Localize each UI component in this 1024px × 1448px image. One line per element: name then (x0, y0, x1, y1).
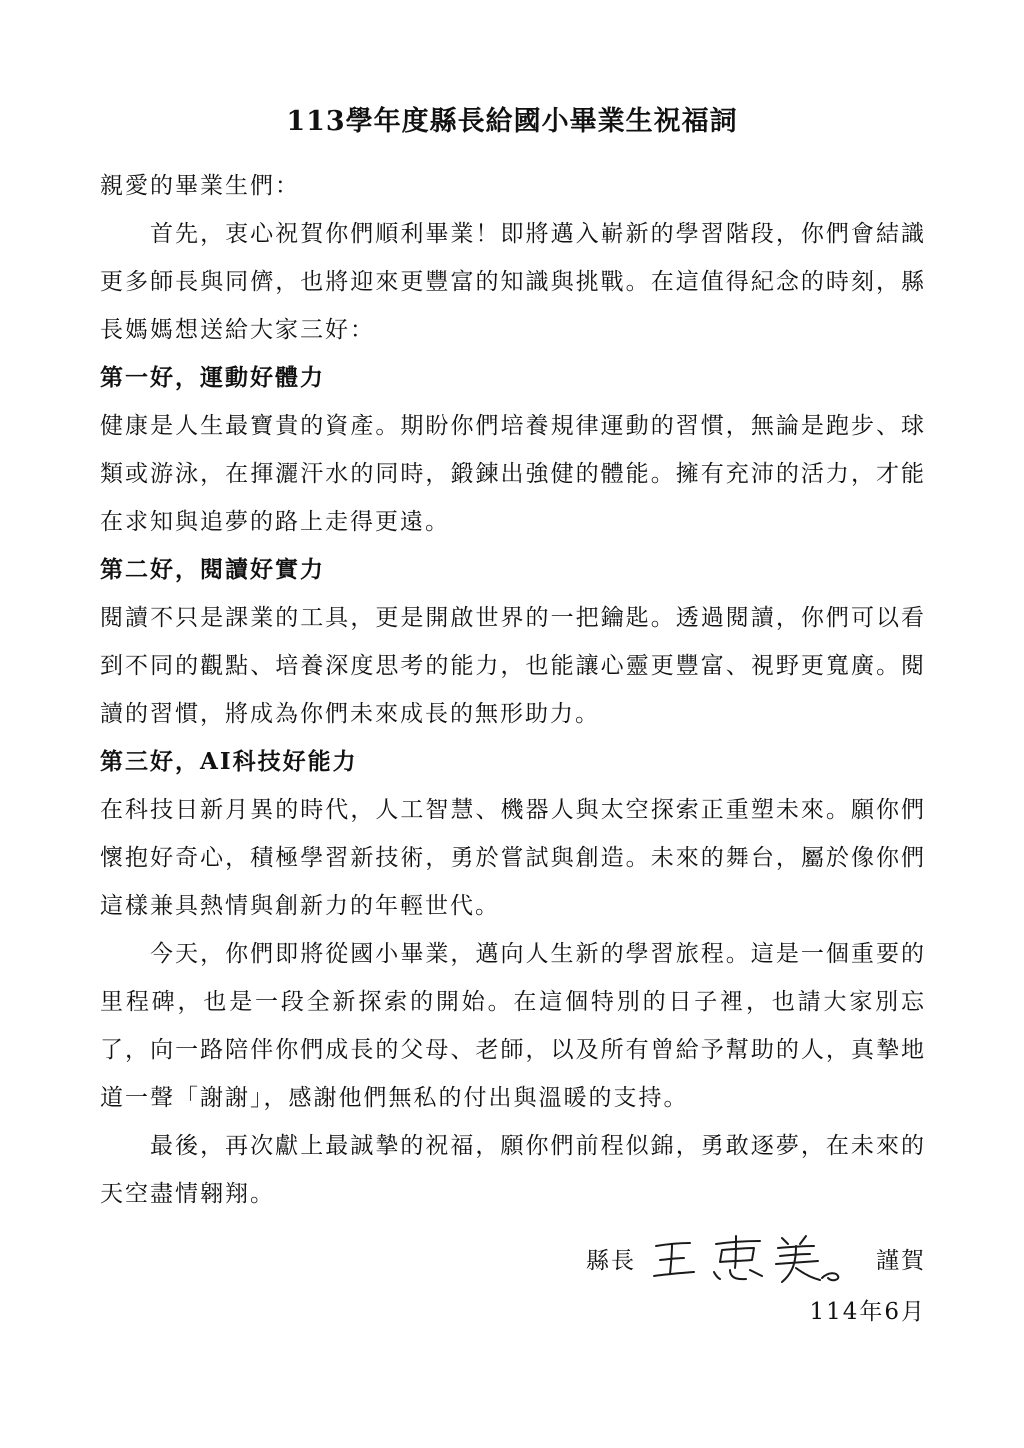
section-heading-ai-technology: 第三好，AI科技好能力 (100, 748, 358, 775)
closing-paragraph-blessing: 最後，再次獻上最誠摯的祝福，願你們前程似錦，勇敢逐夢，在未來的天空盡情翱翔。 (100, 1133, 926, 1207)
letter-date: 114年6月 (809, 1299, 926, 1325)
letter-body (100, 162, 926, 1218)
section-text-ai-technology: 在科技日新月異的時代，人工智慧、機器人與太空探索正重塑未來。願你們懷抱好奇心，積極學習新技術，勇於嘗試與創造。未來的舞台，屬於像你們這樣兼具熱情與創新力的年輕世代。 (100, 797, 926, 919)
intro-paragraph: 首先，衷心祝賀你們順利畢業！即將邁入嶄新的學習階段，你們會結識更多師長與同儕，也將迎來更豐富的知識與挑戰。在這值得紀念的時刻，縣長媽媽想送給大家三好： (100, 221, 926, 343)
section-text-exercise: 健康是人生最寶貴的資產。期盼你們培養規律運動的習慣，無論是跑步、球類或游泳，在揮灑汗水的同時，鍛鍊出強健的體能。擁有充沛的活力，才能在求知與追夢的路上走得更遠。 (100, 413, 926, 535)
section-heading-reading: 第二好，閱讀好實力 (100, 556, 325, 583)
closing-paragraph-graduation: 今天，你們即將從國小畢業，邁向人生新的學習旅程。這是一個重要的里程碑，也是一段全新探索的開始。在這個特別的日子裡，也請大家別忘了，向一路陪伴你們成長的父母、老師，以及所有曾給予幫助的人，真摯地道一聲「謝謝」，感謝他們無私的付出與溫暖的支持。 (100, 941, 926, 1111)
signature-block (560, 1228, 926, 1288)
greeting: 親愛的畢業生們： (100, 173, 300, 199)
section-heading-exercise: 第一好，運動好體力 (100, 364, 325, 391)
signatory-title: 縣長 (586, 1247, 636, 1274)
document-title: 113學年度縣長給國小畢業生祝福詞 (286, 106, 738, 137)
handwritten-signature (650, 1230, 870, 1286)
section-text-reading: 閱讀不只是課業的工具，更是開啟世界的一把鑰匙。透過閱讀，你們可以看到不同的觀點、培養深度思考的能力，也能讓心靈更豐富、視野更寬廣。閱讀的習慣，將成為你們未來成長的無形助力。 (100, 605, 926, 727)
signature-suffix: 謹賀 (876, 1247, 926, 1274)
